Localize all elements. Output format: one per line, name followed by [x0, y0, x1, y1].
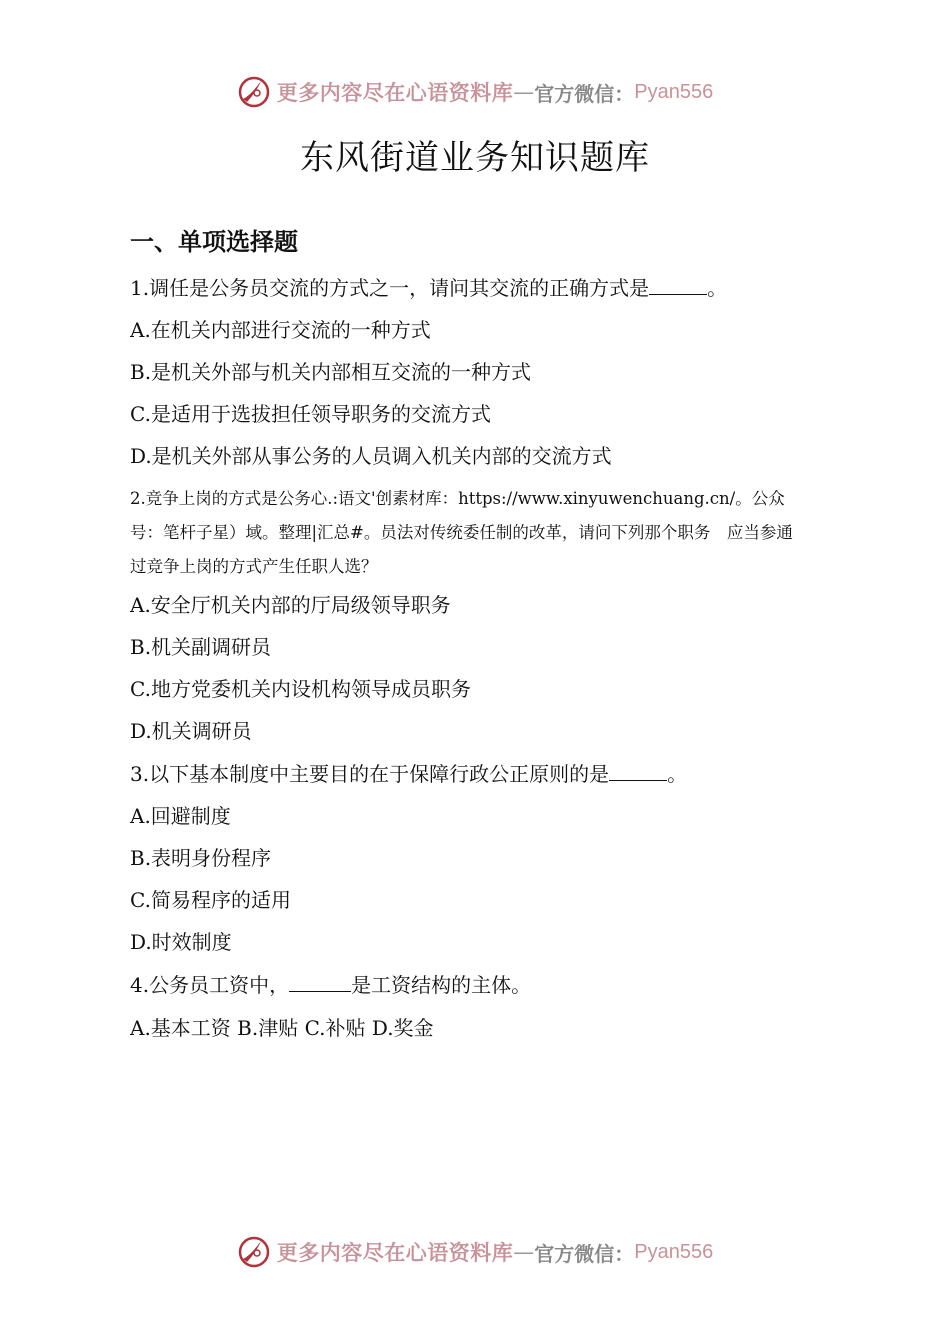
- wechat-label: 官方微信：: [534, 81, 635, 106]
- header-watermark-banner: [0, 72, 950, 112]
- question-3-option-d: D.时效制度: [130, 930, 232, 954]
- answer-blank: [609, 779, 667, 781]
- question-2-option-c: C.地方党委机关内设机构领导成员职务: [130, 677, 471, 701]
- question-4-stem: [130, 969, 531, 998]
- question-3-option-c: C.简易程序的适用: [130, 888, 291, 912]
- question-2-option-a: A.安全厅机关内部的厅局级领导职务: [130, 593, 451, 617]
- question-1-stem-text: 1.调任是公务员交流的方式之一，请问其交流的正确方式是: [130, 276, 650, 300]
- question-2-option-d: D.机关调研员: [130, 719, 252, 743]
- question-4-stem-end: 是工资结构的主体。: [351, 973, 532, 997]
- question-1-stem: [130, 272, 727, 301]
- section-heading: 一、单项选择题: [130, 228, 298, 256]
- question-4-options: A.基本工资 B.津贴 C.补贴 D.奖金: [130, 1016, 434, 1040]
- question-1-option-d: D.是机关外部从事公务的人员调入机关内部的交流方式: [130, 444, 612, 468]
- footer-watermark-banner: [0, 1232, 950, 1272]
- question-1-option-c: C.是适用于选拔担任领导职务的交流方式: [130, 402, 491, 426]
- question-3-option-a: A.回避制度: [130, 804, 231, 828]
- question-4-stem-text: 4.公务员工资中，: [130, 973, 290, 997]
- promo-text: 更多内容尽在心语资料库: [276, 1240, 514, 1265]
- answer-blank: [289, 990, 351, 992]
- question-3-stem: [130, 758, 687, 787]
- question-3-stem-end: 。: [667, 762, 688, 786]
- pen-nib-circle-icon: [237, 75, 271, 109]
- document-title: 东风街道业务知识题库: [300, 138, 650, 178]
- answer-blank: [649, 293, 707, 295]
- question-1-option-a: A.在机关内部进行交流的一种方式: [130, 318, 431, 342]
- banner-dash: —: [513, 80, 535, 104]
- question-2-stem: 2.竞争上岗的方式是公务心.:语文'创素材库：https://www.xinyuwenchuang.cn/。公众号：笔杆子星）域。整理|汇总#。员法对传统委任制的改革，请问下列那个职务 应当参通过竞争上岗的方式产生任职人选？: [130, 489, 793, 576]
- wechat-id: Pyan556: [634, 1240, 714, 1263]
- pen-nib-circle-icon: [237, 1235, 271, 1269]
- promo-text: 更多内容尽在心语资料库: [276, 80, 514, 105]
- question-2-option-b: B.机关副调研员: [130, 635, 272, 659]
- question-1-stem-end: 。: [707, 276, 728, 300]
- wechat-label: 官方微信：: [534, 1241, 635, 1266]
- question-1-option-b: B.是机关外部与机关内部相互交流的一种方式: [130, 360, 532, 384]
- banner-dash: —: [513, 1240, 535, 1264]
- question-3-option-b: B.表明身份程序: [130, 846, 272, 870]
- wechat-id: Pyan556: [634, 80, 714, 103]
- question-3-stem-text: 3.以下基本制度中主要目的在于保障行政公正原则的是: [130, 762, 610, 786]
